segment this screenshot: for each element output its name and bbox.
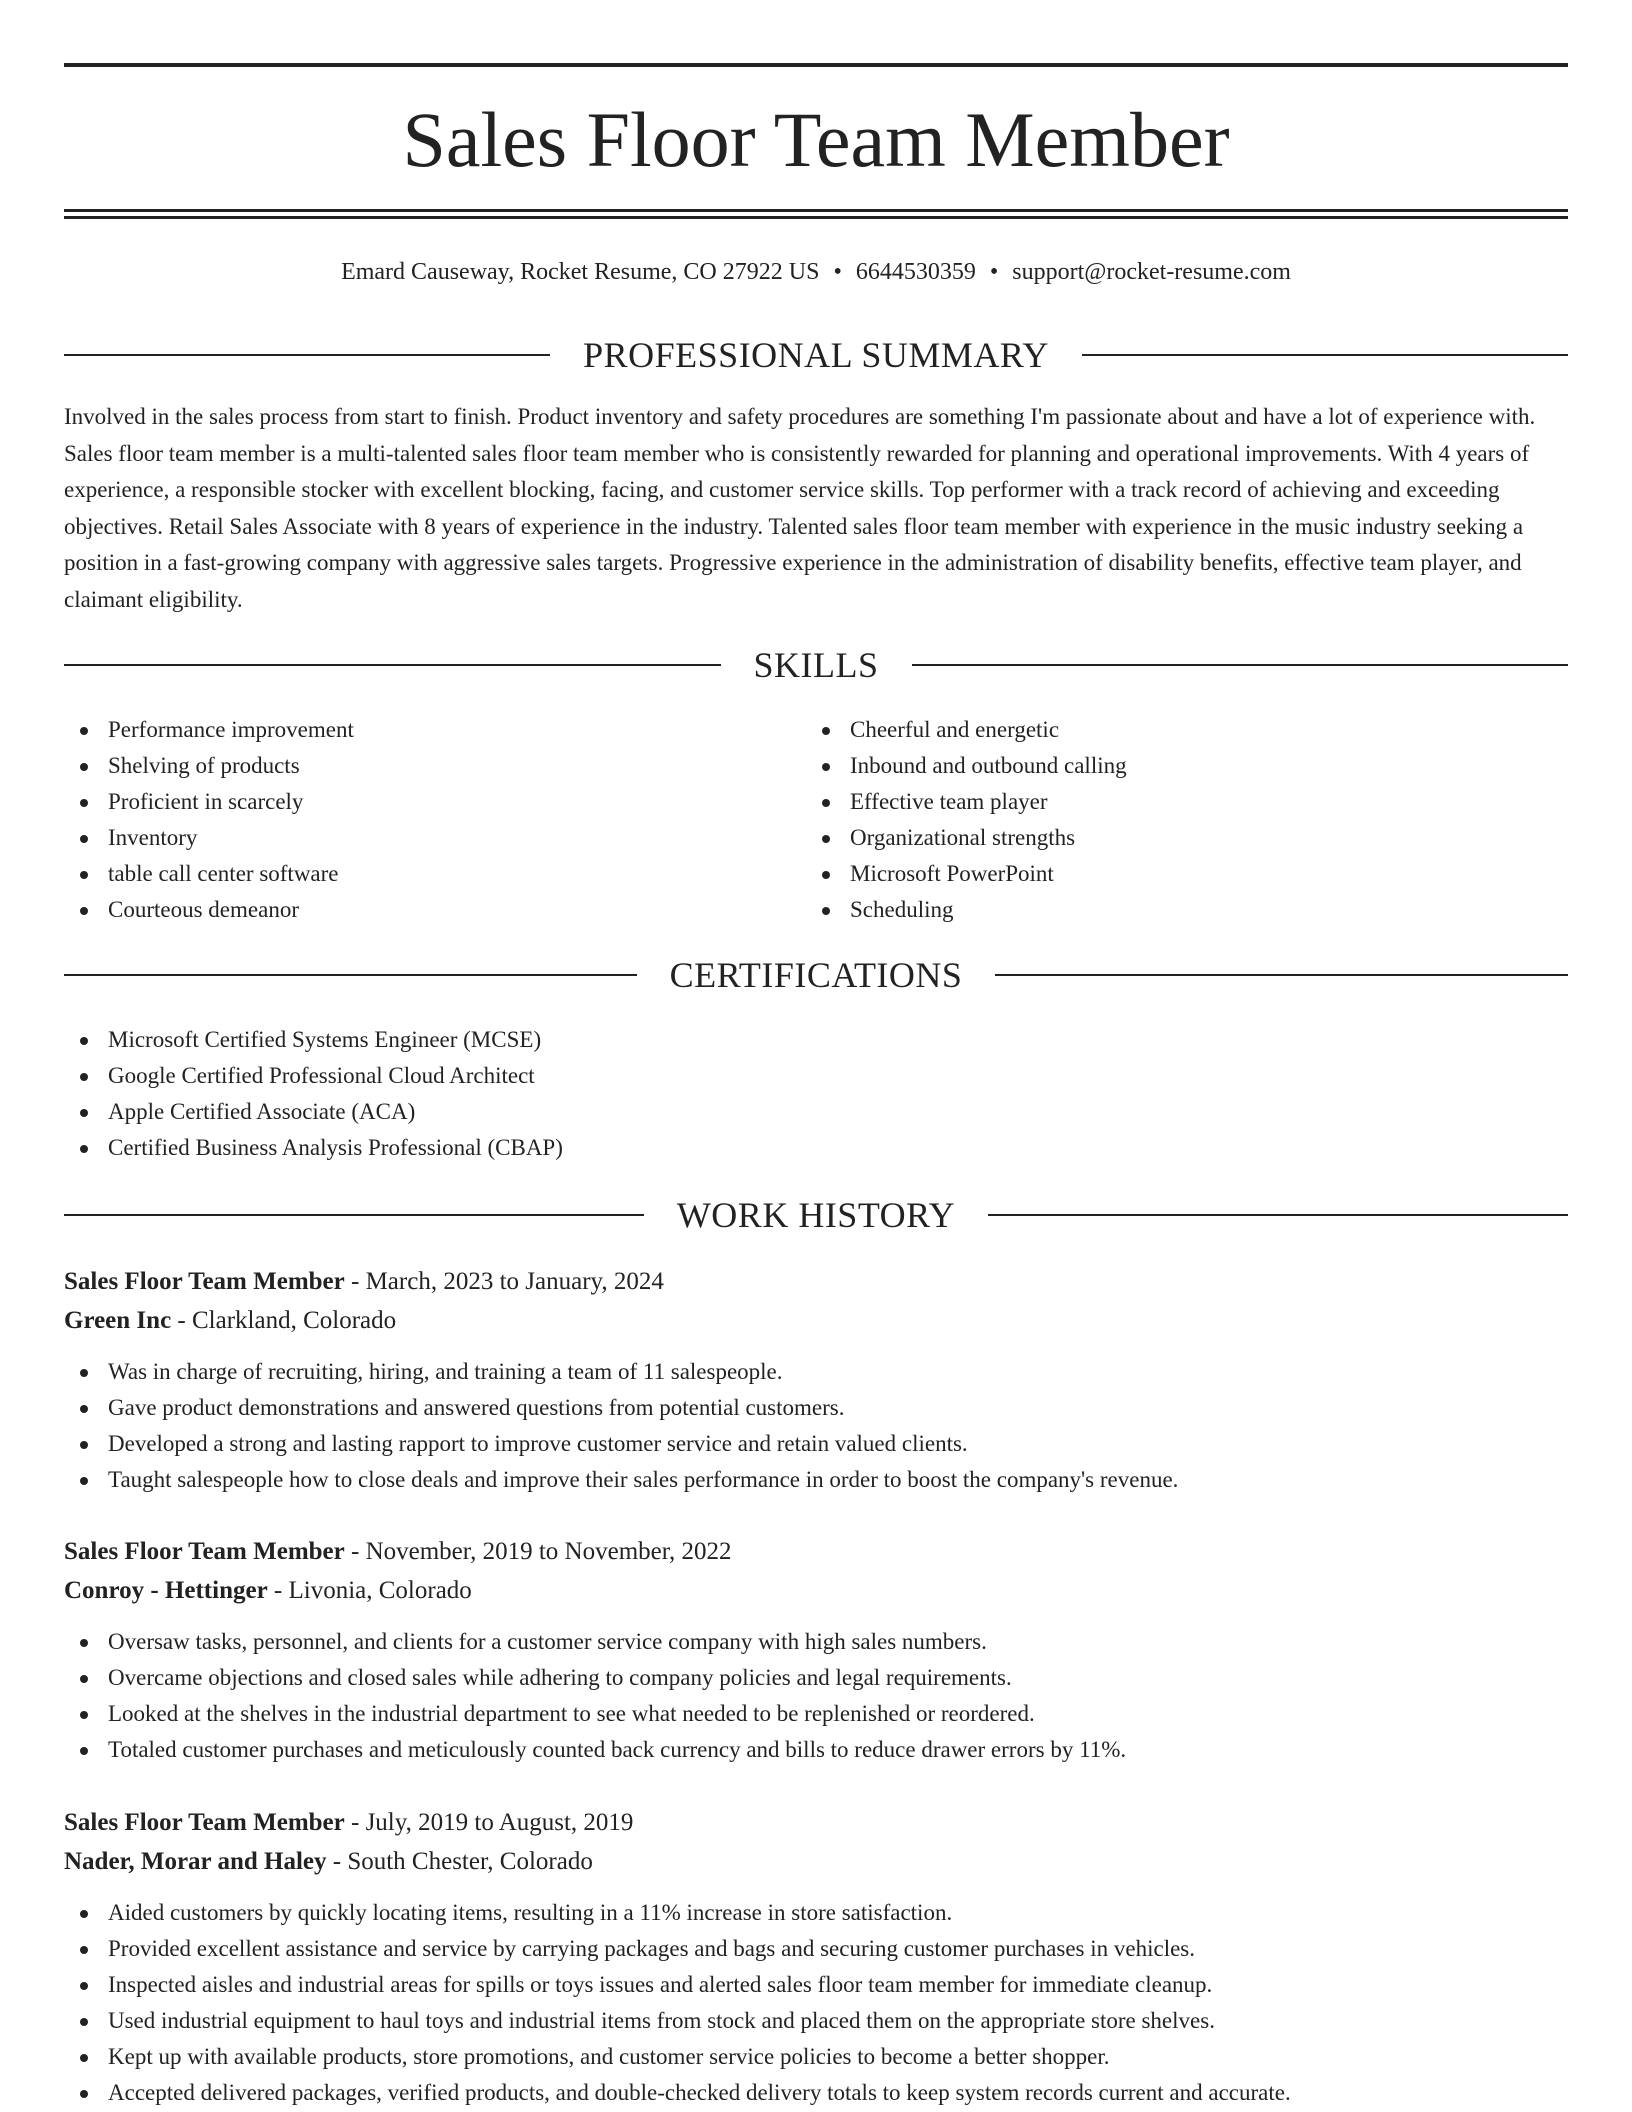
certification-item: Microsoft Certified Systems Engineer (MCSE) [64, 1022, 1568, 1058]
certifications-heading: CERTIFICATIONS [669, 955, 963, 995]
heading-rule-right [912, 664, 1569, 666]
job-bullet: Was in charge of recruiting, hiring, and training a team of 11 salespeople. [64, 1354, 1568, 1390]
skill-item: Scheduling [806, 892, 1546, 928]
skill-item: Effective team player [806, 784, 1546, 820]
heading-rule-right [988, 1214, 1568, 1216]
job-bullet: Inspected aisles and industrial areas for spills or toys issues and alerted sales floor team member for immediate cleanup. [64, 1967, 1568, 2003]
job-bullets [64, 1624, 1568, 1768]
contact-phone: 6644530359 [855, 259, 976, 285]
summary-section-heading [64, 333, 1568, 377]
job-dates: November, 2019 to November, 2022 [365, 1538, 732, 1565]
job-company-line [64, 1301, 1568, 1340]
contact-separator: • [833, 259, 842, 285]
skill-item: Performance improvement [64, 712, 804, 748]
dash: - [344, 1809, 366, 1836]
job-title-line [64, 1262, 1568, 1301]
job-location: Livonia, Colorado [288, 1577, 472, 1604]
skill-item: Cheerful and energetic [806, 712, 1546, 748]
job-entry [64, 1803, 1568, 2111]
skill-item: Microsoft PowerPoint [806, 856, 1546, 892]
job-company: Green Inc [64, 1307, 172, 1334]
job-bullet: Oversaw tasks, personnel, and clients for a customer service company with high sales numbers. [64, 1624, 1568, 1660]
skills-list-right [806, 712, 1546, 928]
work-history-section-heading [64, 1193, 1568, 1237]
heading-rule-left [64, 1214, 644, 1216]
heading-rule-right [995, 974, 1568, 976]
job-bullet: Totaled customer purchases and meticulously counted back currency and bills to reduce drawer errors by 11%. [64, 1732, 1568, 1768]
dash: - [344, 1538, 366, 1565]
job-bullet: Used industrial equipment to haul toys and industrial items from stock and placed them on the appropriate store shelves. [64, 2003, 1568, 2039]
job-bullet: Overcame objections and closed sales while adhering to company policies and legal requirements. [64, 1660, 1568, 1696]
heading-rule-right [1082, 354, 1568, 356]
skill-item: Organizational strengths [806, 820, 1546, 856]
heading-rule-left [64, 664, 721, 666]
skill-item: Courteous demeanor [64, 892, 804, 928]
skill-item: Shelving of products [64, 748, 804, 784]
dash: - [344, 1268, 366, 1295]
job-dates: March, 2023 to January, 2024 [365, 1268, 664, 1295]
job-title-line [64, 1803, 1568, 1842]
skills-list-left [64, 712, 804, 928]
job-bullets [64, 1895, 1568, 2111]
skills-section-heading [64, 643, 1568, 687]
job-title-line [64, 1532, 1568, 1571]
job-entry [64, 1262, 1568, 1498]
heading-rule-left [64, 974, 637, 976]
job-bullet: Looked at the shelves in the industrial department to see what needed to be replenished or reordered. [64, 1696, 1568, 1732]
job-location: South Chester, Colorado [347, 1848, 593, 1875]
top-divider [64, 63, 1568, 67]
certification-item: Certified Business Analysis Professional (CBAP) [64, 1130, 1568, 1166]
heading-rule-left [64, 354, 550, 356]
summary-text: Involved in the sales process from start to finish. Product inventory and safety procedures are something I'm passionate about and have a lot of experience with. Sales floor team member is a multi-talented sales floor team member who is consistently rewarded for planning and operational improvements. With 4 years of experience, a responsible stocker with excellent blocking, facing, and customer service skills. Top performer with a track record of achieving and exceeding objectives. Retail Sales Associate with 8 years of experience in the industry. Talented sales floor team member with experience in the music industry seeking a position in a fast-growing company with aggressive sales targets. Progressive experience in the administration of disability benefits, effective team player, and claimant eligibility. [64, 404, 1536, 612]
job-bullets [64, 1354, 1568, 1498]
contact-separator: • [989, 259, 999, 285]
summary-heading: PROFESSIONAL SUMMARY [583, 335, 1049, 375]
skills-heading: SKILLS [753, 645, 879, 685]
job-bullet: Kept up with available products, store promotions, and customer service policies to become a better shopper. [64, 2039, 1568, 2075]
job-company-line [64, 1571, 1568, 1610]
job-title: Sales Floor Team Member [64, 1809, 345, 1836]
certification-item: Apple Certified Associate (ACA) [64, 1094, 1568, 1130]
job-bullet: Gave product demonstrations and answered questions from potential customers. [64, 1390, 1568, 1426]
job-company-line [64, 1842, 1568, 1881]
job-bullet: Aided customers by quickly locating items, resulting in a 11% increase in store satisfaction. [64, 1895, 1568, 1931]
dash: - [171, 1307, 192, 1334]
dash: - [267, 1577, 289, 1604]
title-divider-lower [64, 216, 1568, 219]
job-title: Sales Floor Team Member [64, 1538, 345, 1565]
job-company: Conroy - Hettinger [64, 1577, 268, 1604]
certification-item: Google Certified Professional Cloud Architect [64, 1058, 1568, 1094]
skill-item: table call center software [64, 856, 804, 892]
job-bullet: Developed a strong and lasting rapport to improve customer service and retain valued clients. [64, 1426, 1568, 1462]
contact-address: Emard Causeway, Rocket Resume, CO 27922 US [341, 259, 820, 285]
contact-email: support@rocket-resume.com [1012, 259, 1291, 285]
work-history-heading: WORK HISTORY [676, 1195, 956, 1235]
skill-item: Inventory [64, 820, 804, 856]
dash: - [326, 1848, 348, 1875]
job-entry [64, 1532, 1568, 1768]
skill-item: Proficient in scarcely [64, 784, 804, 820]
job-location: Clarkland, Colorado [192, 1307, 397, 1334]
job-title: Sales Floor Team Member [64, 1268, 345, 1295]
contact-line [64, 256, 1568, 288]
certifications-list [64, 1022, 1568, 1166]
job-bullet: Accepted delivered packages, verified products, and double-checked delivery totals to keep system records current and accurate. [64, 2075, 1568, 2111]
job-dates: July, 2019 to August, 2019 [365, 1809, 634, 1836]
resume-title: Sales Floor Team Member [402, 96, 1230, 183]
title-divider-upper [64, 209, 1568, 212]
job-company: Nader, Morar and Haley [64, 1848, 327, 1875]
job-bullet: Provided excellent assistance and service by carrying packages and bags and securing customer purchases in vehicles. [64, 1931, 1568, 1967]
skill-item: Inbound and outbound calling [806, 748, 1546, 784]
job-bullet: Taught salespeople how to close deals and improve their sales performance in order to boost the company's revenue. [64, 1462, 1568, 1498]
certifications-section-heading [64, 953, 1568, 997]
